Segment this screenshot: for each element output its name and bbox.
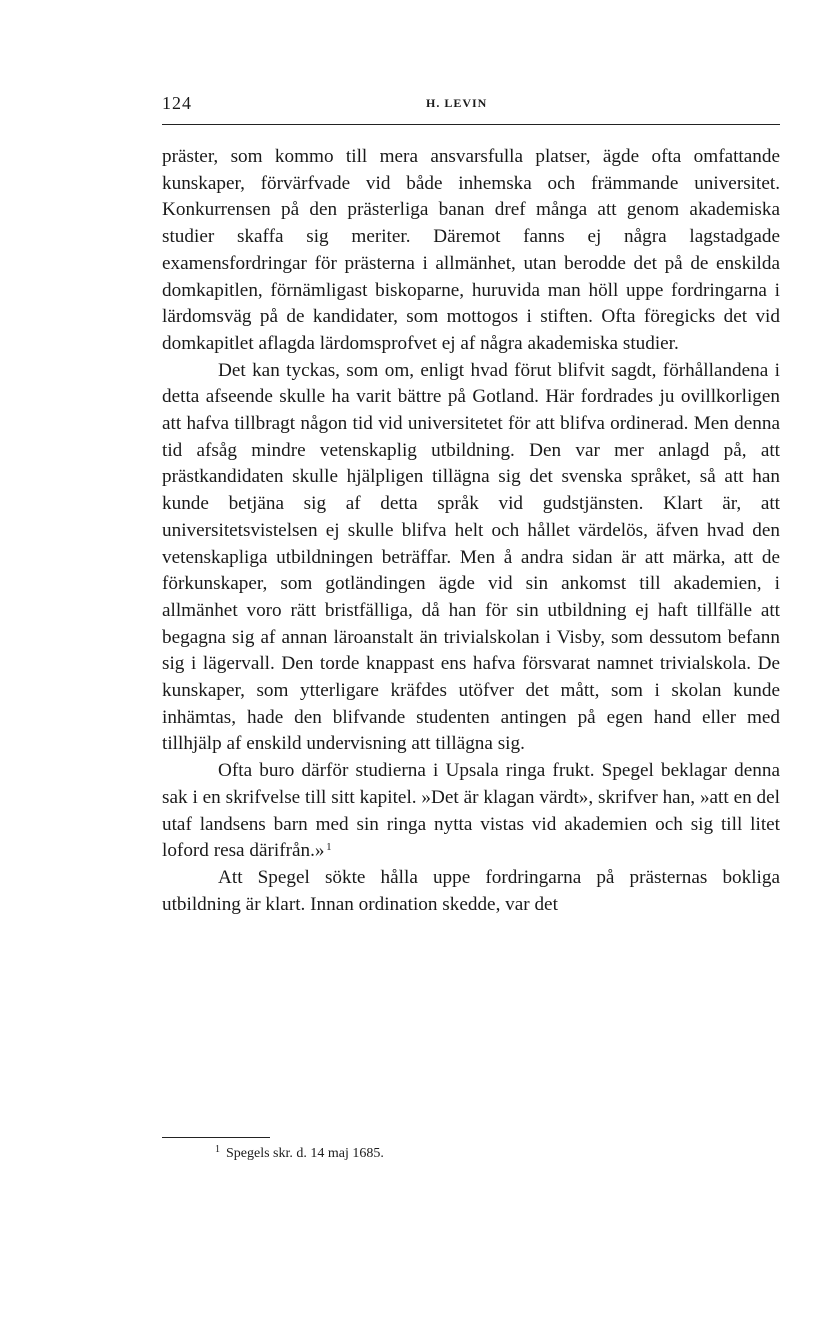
footnote-rule bbox=[162, 1137, 270, 1138]
paragraph-1-text: präster, som kommo till mera ansvarsfulla platser, ägde ofta omfattande kunskaper, förvärfvade vid både inhemska och främmande universitet. Konkurrensen på den prästerliga banan dref många att genom akademiska studier skaffa sig meriter. Däremot fanns ej några lagstadgade examensfordringar för prästerna i allmänhet, utan berodde det på de enskilda domkapitlen, förnämligast biskoparne, huruvida man höll uppe fordringarna i lärdomsväg på de kandidater, som mottogos i stiften. Ofta föregicks det vid domkapitlet aflagda lärdomsprofvet ej af några akademiska studier. bbox=[162, 146, 780, 354]
running-head bbox=[162, 93, 780, 115]
header-rule bbox=[162, 124, 780, 125]
paragraph-2 bbox=[162, 358, 780, 759]
paragraph-3-text: Ofta buro därför studierna i Upsala ringa frukt. Spegel beklagar denna sak i en skrifvelse till sitt kapitel. »Det är klagan värdt», skrifver han, »att en del utaf landsens barn med sin ringa nytta vistas vid akademien och sig till litet loford resa därifrån.» bbox=[162, 760, 780, 862]
running-title: H. LEVIN bbox=[426, 96, 488, 110]
footnote-reference[interactable]: 1 bbox=[326, 841, 332, 854]
footnote-text: Spegels skr. d. 14 maj 1685. bbox=[226, 1146, 384, 1161]
paragraph-4-text: Att Spegel sökte hålla uppe fordringarna på prästernas bokliga utbildning är klart. Innan ordination skedde, var det bbox=[162, 866, 780, 915]
paragraph-2-text: Det kan tyckas, som om, enligt hvad förut blifvit sagdt, förhållandena i detta afseende skulle ha varit bättre på Gotland. Här fordrades ju ovillkorligen att hafva tillbragt någon tid vid universitetet för att blifva ordinerad. Men denna tid afsåg mindre vetenskaplig utbildning. Den var mer anlagd på, att prästkandidaten skulle hjälpligen tillägna sig det svenska språket, så att han kunde betjäna sig af detta språk vid gudstjänsten. Klart är, att universitetsvistelsen ej skulle blifva helt och hållet värdelös, äfven hvad den vetenskapliga utbildningen beträffar. Men å andra sidan är att märka, att de förkunskaper, som gotländingen ägde vid sin ankomst till akademien, i allmänhet voro rätt bristfälliga, då han för sin utbildning ej haft tillfälle att begagna sig af annan läroanstalt än trivialskolan i Visby, som dessutom befann sig i lägervall. Den torde knappast ens hafva försvarat namnet trivialskola. De kunskaper, som ytterligare kräfdes utöfver det mått, som i skolan kunde inhämtas, hade den blifvande studenten antingen på egen hand eller med tillhjälp af enskild undervisning att tillägna sig. bbox=[162, 359, 780, 755]
paragraph-3 bbox=[162, 758, 780, 865]
paragraph-4 bbox=[162, 865, 780, 918]
footnote-mark: 1 bbox=[215, 1144, 220, 1155]
page-number: 124 bbox=[162, 93, 192, 113]
body-text bbox=[162, 144, 780, 918]
footnote bbox=[215, 1141, 384, 1163]
paragraph-1 bbox=[162, 144, 780, 358]
